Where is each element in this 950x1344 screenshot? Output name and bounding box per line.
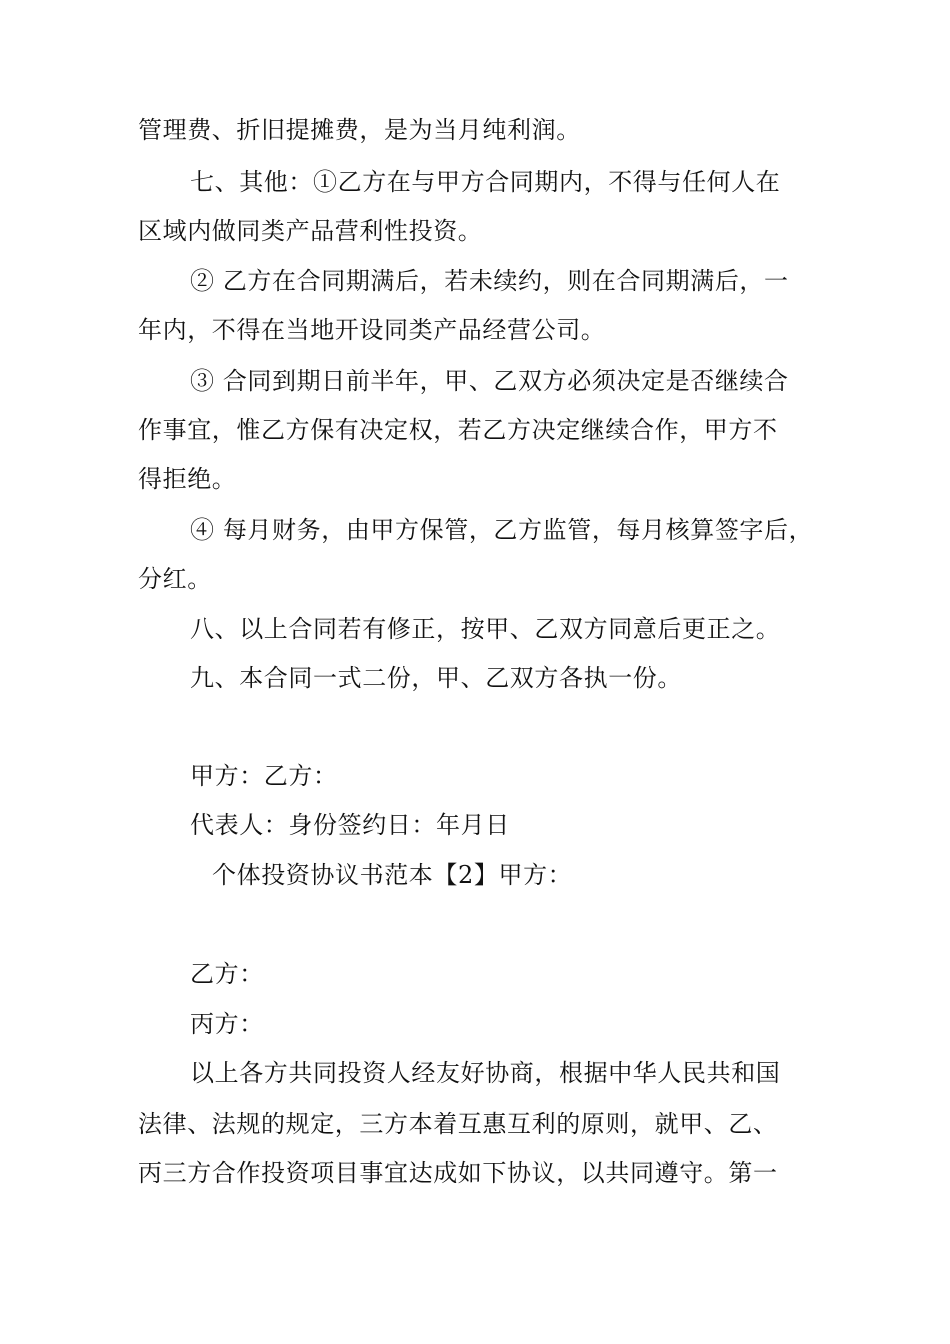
text-line-parties: 甲方：乙方： [190, 762, 338, 790]
text-line-item-2-cont: 年内，不得在当地开设同类产品经营公司。 [138, 316, 606, 344]
text-line-preamble-cont: 法律、法规的规定，三方本着互惠互利的原则，就甲、乙、 [138, 1110, 778, 1138]
text-line-party-c: 丙方： [190, 1010, 264, 1038]
text-line-item-4-cont: 分红。 [138, 565, 212, 593]
text-line-sample-2-title: 个体投资协议书范本【2】甲方： [212, 861, 573, 889]
text-line-preamble: 以上各方共同投资人经友好协商，根据中华人民共和国 [190, 1059, 781, 1087]
text-line-item-4: ④ 每月财务，由甲方保管，乙方监管，每月核算签字后， [190, 516, 814, 544]
text-line-clause-7-cont: 区域内做同类产品营利性投资。 [138, 217, 483, 245]
text-line-item-3-end: 得拒绝。 [138, 465, 237, 493]
text-line-party-b: 乙方： [190, 960, 264, 988]
text-line-preamble-end: 丙三方合作投资项目事宜达成如下协议，以共同遵守。第一 [138, 1159, 778, 1187]
text-line-representative: 代表人：身份签约日：年月日 [190, 811, 510, 839]
text-line-clause-9: 九、本合同一式二份，甲、乙双方各执一份。 [190, 664, 682, 692]
text-line-item-3: ③ 合同到期日前半年，甲、乙双方必须决定是否继续合 [190, 367, 789, 395]
text-line-clause-8: 八、以上合同若有修正，按甲、乙双方同意后更正之。 [190, 615, 781, 643]
text-line-management-fee: 管理费、折旧提摊费，是为当月纯利润。 [138, 116, 581, 144]
text-line-item-3-cont: 作事宜，惟乙方保有决定权，若乙方决定继续合作，甲方不 [138, 416, 778, 444]
text-line-item-2: ② 乙方在合同期满后，若未续约，则在合同期满后，一 [190, 267, 789, 295]
text-line-clause-7: 七、其他：①乙方在与甲方合同期内，不得与任何人在 [190, 168, 781, 196]
